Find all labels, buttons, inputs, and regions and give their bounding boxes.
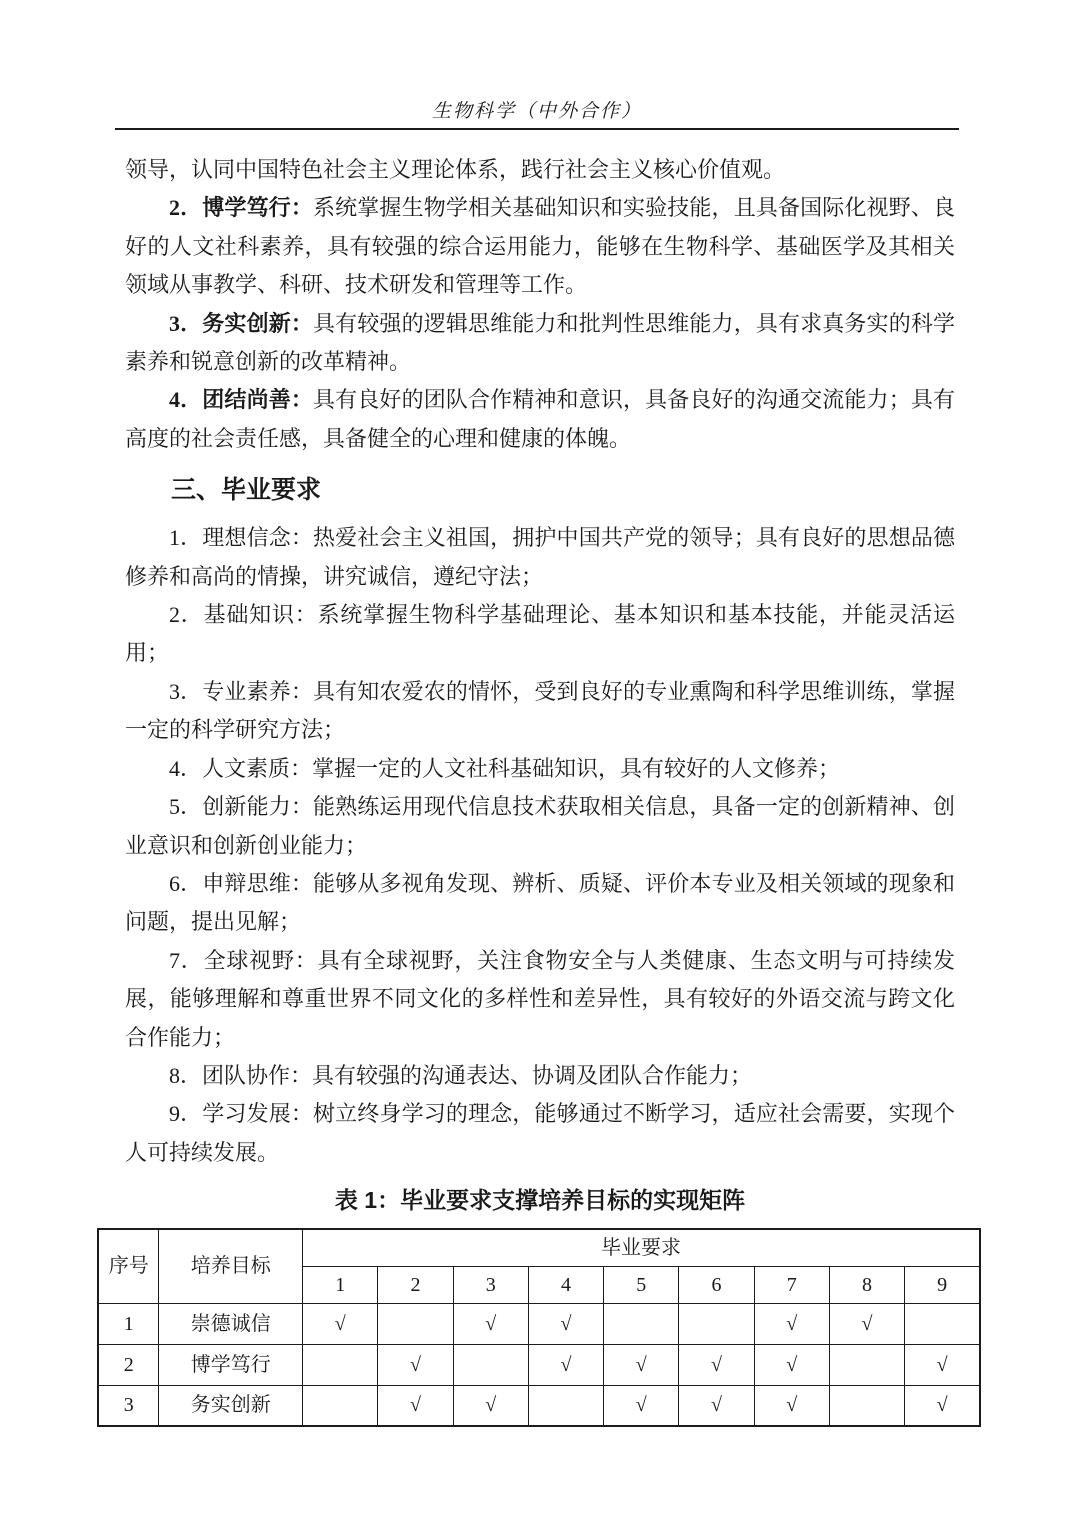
- requirement-item: [125, 942, 955, 1057]
- paragraph: [125, 381, 955, 458]
- col-header-index: 序号: [98, 1229, 159, 1303]
- requirement-lead: 4．人文素质：: [169, 755, 313, 781]
- check-cell: [829, 1344, 904, 1385]
- requirement-lead: 5．创新能力：: [169, 794, 313, 820]
- paragraph: [125, 189, 955, 304]
- check-cell: √: [303, 1303, 378, 1344]
- check-cell: [829, 1385, 904, 1426]
- col-header-group: 毕业要求: [303, 1229, 980, 1266]
- requirement-lead: 9．学习发展：: [169, 1101, 313, 1127]
- requirement-lead: 7．全球视野：: [169, 947, 318, 973]
- check-cell: √: [754, 1385, 829, 1426]
- col-header-number: 3: [453, 1266, 528, 1303]
- col-header-number: 1: [303, 1266, 378, 1303]
- check-cell: √: [604, 1344, 679, 1385]
- check-cell: √: [528, 1303, 603, 1344]
- requirement-text: 系统掌握生物科学基础理论、基本知识和基本技能，并能灵活运用；: [125, 602, 955, 666]
- paragraph-lead: 4．团结尚善：: [169, 387, 313, 413]
- check-cell: √: [528, 1344, 603, 1385]
- requirement-lead: 3．专业素养：: [169, 678, 313, 704]
- col-header-number: 8: [829, 1266, 904, 1303]
- requirement-item: [125, 673, 955, 750]
- paragraph: [125, 305, 955, 382]
- check-cell: √: [453, 1385, 528, 1426]
- paragraph: [125, 151, 955, 189]
- requirement-text: 能熟练运用现代信息技术获取相关信息，具备一定的创新精神、创业意识和创新创业能力；: [125, 794, 955, 858]
- requirement-lead: 8．团队协作：: [169, 1062, 313, 1088]
- objective-cell: 博学笃行: [159, 1344, 303, 1385]
- objective-cell: 务实创新: [159, 1385, 303, 1426]
- requirement-text: 具有知农爱农的情怀，受到良好的专业熏陶和科学思维训练，掌握一定的科学研究方法；: [125, 678, 955, 743]
- requirement-text: 掌握一定的人文社科基础知识，具有较好的人文修养；: [312, 755, 841, 781]
- requirement-item: [125, 596, 955, 673]
- requirement-text: 树立终身学习的理念，能够通过不断学习，适应社会需要，实现个人可持续发展。: [125, 1101, 955, 1165]
- check-cell: [303, 1344, 378, 1385]
- paragraph-text: 系统掌握生物学相关基础知识和实验技能，且具备国际化视野、良好的人文社科素养，具有较强的综合运用能力，能够在生物科学、基础医学及其相关领域从事教学、科研、技术研发和管理等工作。: [125, 195, 955, 298]
- row-index-cell: 2: [98, 1344, 159, 1385]
- requirement-text: 具有全球视野，关注食物安全与人类健康、生态文明与可持续发展，能够理解和尊重世界不同文化的多样性和差异性，具有较好的外语交流与跨文化合作能力；: [125, 947, 955, 1050]
- page-content: [108, 151, 955, 1427]
- col-header-number: 5: [604, 1266, 679, 1303]
- col-header-objective: 培养目标: [159, 1229, 303, 1303]
- check-cell: √: [453, 1303, 528, 1344]
- requirement-lead: 2．基础知识：: [169, 602, 318, 628]
- col-header-number: 7: [754, 1266, 829, 1303]
- table-row: [98, 1344, 980, 1385]
- paragraph-text: 领导，认同中国特色社会主义理论体系，践行社会主义核心价值观。: [125, 157, 786, 182]
- requirement-text: 具有较强的沟通表达、协调及团队合作能力；: [312, 1062, 753, 1088]
- requirement-item: [125, 519, 955, 596]
- requirement-item: [125, 1057, 955, 1095]
- check-cell: √: [754, 1344, 829, 1385]
- requirement-item: [125, 750, 955, 788]
- check-cell: [528, 1385, 603, 1426]
- table-row: [98, 1303, 980, 1344]
- paragraph-text: 具有较强的逻辑思维能力和批判性思维能力，具有求真务实的科学素养和锐意创新的改革精神。: [125, 310, 955, 375]
- row-index-cell: 3: [98, 1385, 159, 1426]
- check-cell: √: [905, 1385, 980, 1426]
- paragraph-lead: 2．博学笃行：: [169, 195, 313, 221]
- check-cell: √: [829, 1303, 904, 1344]
- check-cell: [604, 1303, 679, 1344]
- requirement-item: [125, 865, 955, 942]
- check-cell: √: [604, 1385, 679, 1426]
- check-cell: √: [905, 1344, 980, 1385]
- check-cell: √: [679, 1344, 754, 1385]
- requirement-item: [125, 1095, 955, 1172]
- table-row: [98, 1385, 980, 1426]
- col-header-number: 9: [905, 1266, 980, 1303]
- col-header-number: 6: [679, 1266, 754, 1303]
- check-cell: [378, 1303, 453, 1344]
- check-cell: [679, 1303, 754, 1344]
- check-cell: √: [378, 1344, 453, 1385]
- check-cell: √: [679, 1385, 754, 1426]
- col-header-number: 4: [528, 1266, 603, 1303]
- requirement-lead: 1．理想信念：: [169, 525, 313, 551]
- col-header-number: 2: [378, 1266, 453, 1303]
- running-header-title: 生物科学（中外合作）: [431, 101, 642, 122]
- check-cell: [453, 1344, 528, 1385]
- header-rule: [115, 128, 959, 130]
- requirement-item: [125, 788, 955, 865]
- requirement-text: 能够从多视角发现、辨析、质疑、评价本专业及相关领域的现象和问题，提出见解；: [125, 870, 955, 935]
- row-index-cell: 1: [98, 1303, 159, 1344]
- check-cell: √: [754, 1303, 829, 1344]
- check-cell: [303, 1385, 378, 1426]
- paragraph-text: 具有良好的团队合作精神和意识，具备良好的沟通交流能力；具有高度的社会责任感，具备健全的心理和健康的体魄。: [125, 387, 955, 451]
- objective-cell: 崇德诚信: [159, 1303, 303, 1344]
- check-cell: [905, 1303, 980, 1344]
- requirement-text: 热爱社会主义祖国，拥护中国共产党的领导；具有良好的思想品德修养和高尚的情操，讲究诚信，遵纪守法；: [125, 525, 955, 589]
- running-header: [115, 0, 959, 130]
- check-cell: √: [378, 1385, 453, 1426]
- requirement-lead: 6．申辩思维：: [169, 870, 313, 896]
- support-matrix-table: [97, 1228, 981, 1427]
- paragraph-lead: 3．务实创新：: [169, 310, 313, 336]
- table-caption: 表 1：毕业要求支撑培养目标的实现矩阵: [334, 1187, 746, 1214]
- section-heading: 三、毕业要求: [171, 476, 322, 505]
